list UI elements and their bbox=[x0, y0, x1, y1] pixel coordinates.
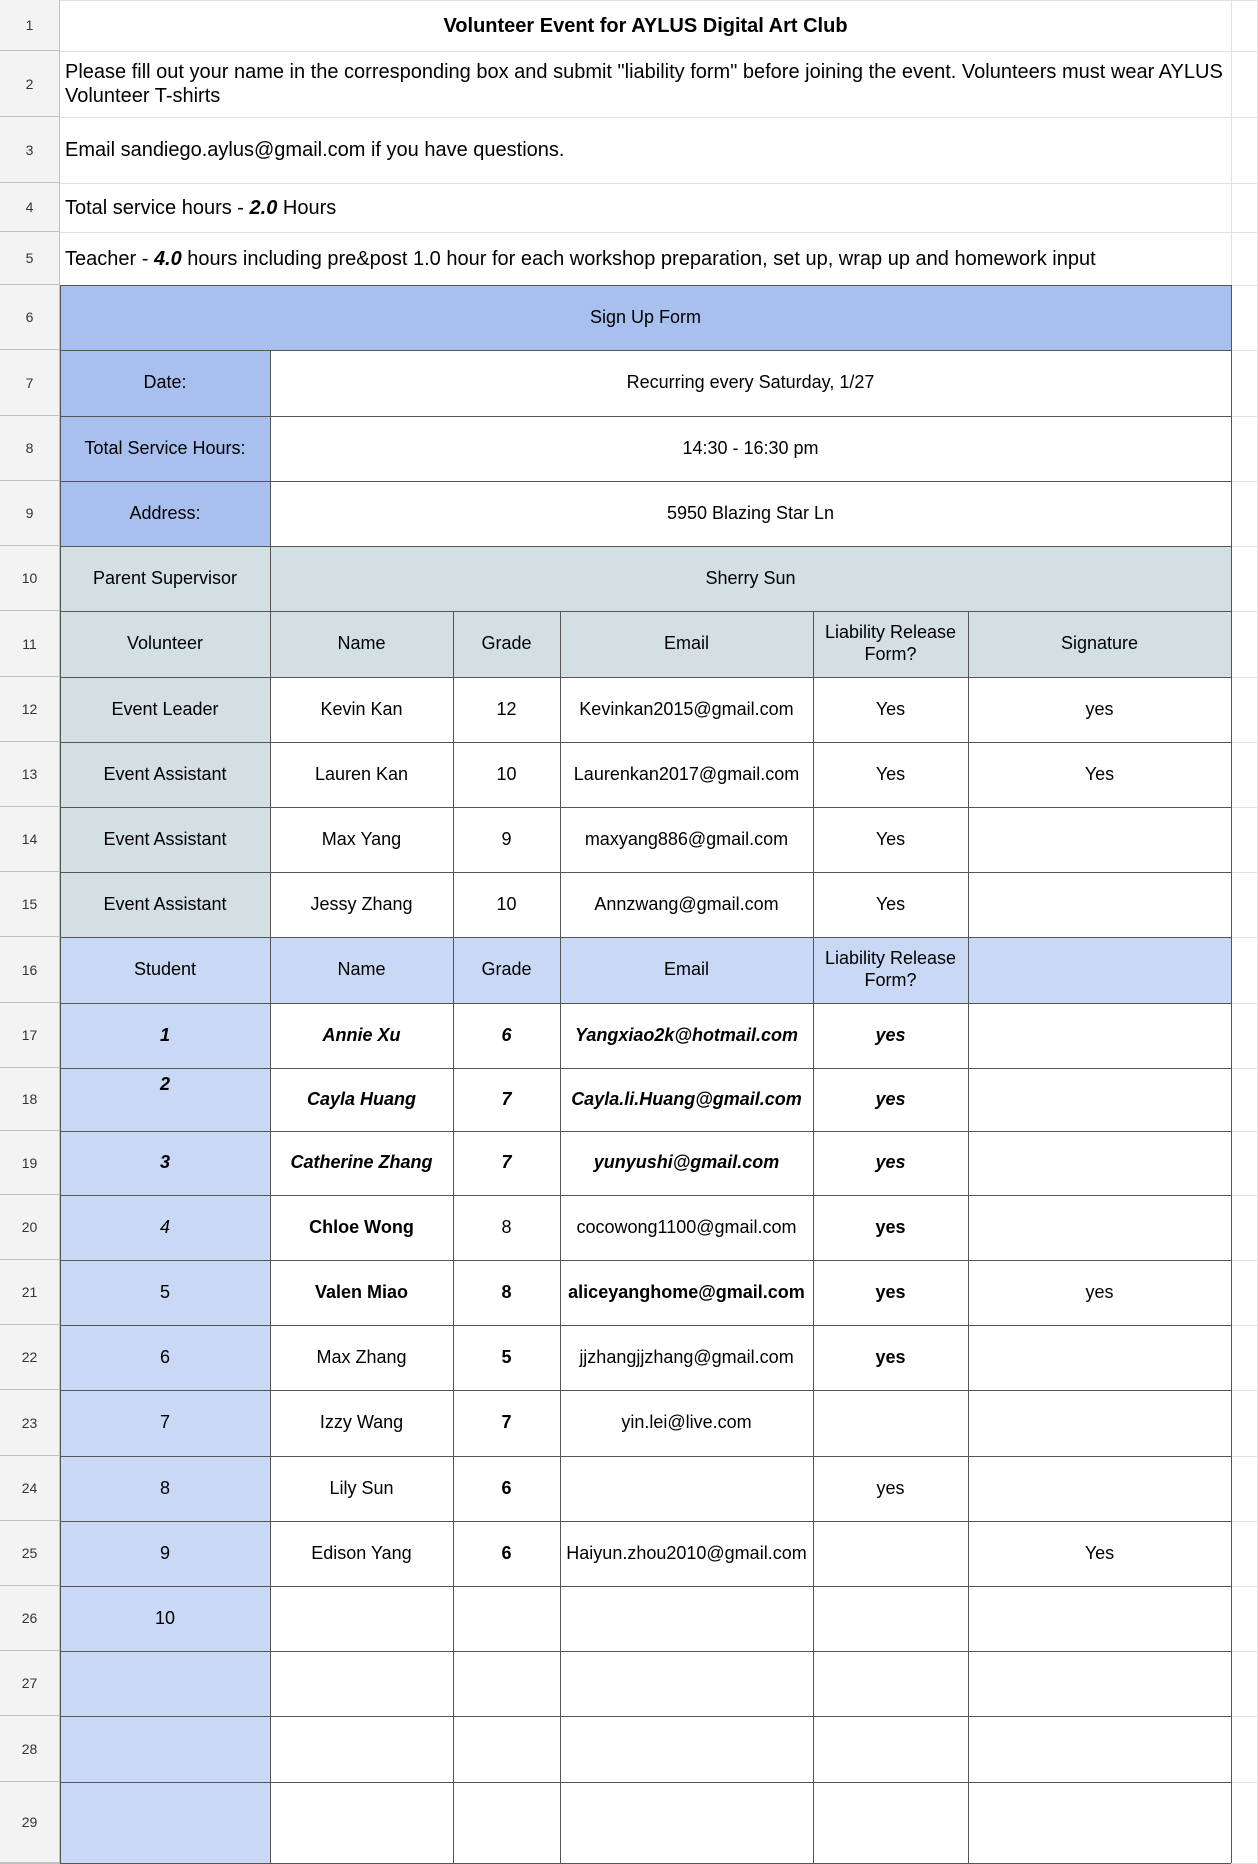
student-name[interactable] bbox=[270, 1586, 453, 1651]
student-no[interactable]: 8 bbox=[60, 1456, 270, 1521]
student-grade[interactable]: 8 bbox=[501, 1281, 512, 1302]
student-no[interactable]: 3 bbox=[60, 1131, 270, 1195]
row-header[interactable]: 6 bbox=[0, 285, 60, 350]
student-grade[interactable]: 7 bbox=[501, 1152, 512, 1173]
table-border bbox=[60, 546, 1231, 547]
row-header[interactable]: 29 bbox=[0, 1782, 60, 1863]
student-liability[interactable] bbox=[813, 1586, 968, 1651]
table-border bbox=[60, 350, 1231, 351]
table-border bbox=[60, 677, 1231, 678]
table-border bbox=[60, 1651, 1231, 1652]
table-border bbox=[453, 611, 454, 1863]
volunteer-grade[interactable]: 10 bbox=[496, 893, 517, 914]
signature-col-header[interactable]: Signature bbox=[968, 611, 1231, 677]
address-label[interactable]: Address: bbox=[60, 481, 270, 546]
liability-col-header[interactable]: Liability Release Form? bbox=[813, 937, 968, 1003]
row-header[interactable]: 23 bbox=[0, 1390, 60, 1456]
table-border bbox=[60, 1390, 1231, 1391]
table-border bbox=[60, 937, 1231, 938]
sheet-title[interactable]: Volunteer Event for AYLUS Digital Art Club bbox=[443, 14, 848, 37]
student-email[interactable]: cocowong1100@gmail.com bbox=[576, 1216, 797, 1237]
volunteer-name[interactable]: Lauren Kan bbox=[314, 763, 409, 784]
student-signature[interactable] bbox=[968, 1131, 1231, 1195]
student-signature[interactable] bbox=[968, 1003, 1231, 1068]
student-email[interactable] bbox=[560, 1651, 813, 1716]
student-grade[interactable]: 7 bbox=[501, 1412, 512, 1433]
table-border bbox=[60, 1521, 1231, 1522]
student-grade[interactable] bbox=[453, 1651, 560, 1716]
row-header[interactable]: 9 bbox=[0, 481, 60, 546]
volunteer-name[interactable]: Kevin Kan bbox=[320, 698, 403, 719]
student-email[interactable] bbox=[560, 1782, 813, 1863]
student-liability[interactable] bbox=[813, 1651, 968, 1716]
table-border bbox=[560, 611, 561, 1863]
volunteer-role[interactable]: Event Assistant bbox=[60, 872, 270, 937]
volunteer-signature[interactable]: yes bbox=[1085, 698, 1114, 719]
volunteer-name[interactable]: Jessy Zhang bbox=[310, 893, 413, 914]
hours-prefix: Total service hours - bbox=[65, 196, 250, 219]
row-header[interactable]: 7 bbox=[0, 350, 60, 416]
student-no[interactable]: 9 bbox=[60, 1521, 270, 1586]
teacher-suffix: hours including pre&post 1.0 hour for each workshop preparation, set up, wrap up and homework input bbox=[181, 247, 1096, 270]
row-header[interactable]: 27 bbox=[0, 1651, 60, 1716]
student-liability[interactable] bbox=[813, 1716, 968, 1782]
volunteer-signature[interactable] bbox=[968, 872, 1231, 937]
row-header[interactable]: 12 bbox=[0, 677, 60, 742]
student-email[interactable]: aliceyanghome@gmail.com bbox=[568, 1281, 805, 1302]
student-email[interactable]: jjzhangjjzhang@gmail.com bbox=[579, 1346, 794, 1367]
table-border bbox=[60, 742, 1231, 743]
volunteer-liability[interactable]: Yes bbox=[875, 828, 906, 849]
table-border bbox=[60, 1003, 1231, 1004]
teacher-hours-text[interactable] bbox=[60, 232, 1231, 285]
row-header[interactable]: 20 bbox=[0, 1195, 60, 1260]
table-border bbox=[60, 611, 1231, 612]
volunteer-email[interactable]: maxyang886@gmail.com bbox=[584, 828, 789, 849]
volunteer-grade[interactable]: 10 bbox=[496, 763, 517, 784]
email-col-header[interactable]: Email bbox=[560, 937, 813, 1003]
table-border bbox=[60, 1716, 1231, 1717]
address-value[interactable]: 5950 Blazing Star Ln bbox=[666, 502, 835, 523]
student-liability[interactable] bbox=[813, 1782, 968, 1863]
parent-supervisor-value[interactable]: Sherry Sun bbox=[270, 546, 1231, 611]
teacher-hours-text-text bbox=[65, 247, 1096, 271]
total-hours-text[interactable] bbox=[60, 183, 1231, 232]
student-name[interactable] bbox=[270, 1651, 453, 1716]
table-border bbox=[60, 416, 1231, 417]
total-hours-text-text bbox=[65, 196, 336, 220]
volunteer-email[interactable]: Annzwang@gmail.com bbox=[594, 893, 779, 914]
hours-suffix: Hours bbox=[277, 196, 337, 219]
student-email[interactable]: yunyushi@gmail.com bbox=[593, 1152, 780, 1173]
student-grade[interactable] bbox=[453, 1782, 560, 1863]
grade-col-header[interactable]: Grade bbox=[453, 937, 560, 1003]
hours-value: 2.0 bbox=[249, 196, 278, 219]
blank-col-header[interactable] bbox=[968, 937, 1231, 1003]
student-grade[interactable]: 6 bbox=[501, 1542, 512, 1563]
student-name[interactable]: Lily Sun bbox=[329, 1477, 394, 1498]
volunteer-grade[interactable]: 9 bbox=[501, 828, 512, 849]
row-header[interactable]: 21 bbox=[0, 1260, 60, 1325]
volunteer-email[interactable]: Laurenkan2017@gmail.com bbox=[573, 763, 800, 784]
student-signature[interactable] bbox=[968, 1456, 1231, 1521]
student-liability[interactable]: yes bbox=[875, 1024, 906, 1045]
student-grade[interactable]: 5 bbox=[501, 1346, 512, 1367]
student-no[interactable] bbox=[60, 1716, 270, 1782]
student-signature[interactable] bbox=[968, 1651, 1231, 1716]
student-no[interactable]: 10 bbox=[60, 1586, 270, 1651]
table-border bbox=[60, 1068, 1231, 1069]
student-name[interactable]: Chloe Wong bbox=[309, 1216, 414, 1237]
volunteer-role[interactable]: Event Assistant bbox=[60, 742, 270, 807]
table-border bbox=[60, 807, 1231, 808]
table-border bbox=[1231, 285, 1232, 1863]
student-no[interactable]: 7 bbox=[60, 1390, 270, 1456]
student-grade[interactable]: 6 bbox=[501, 1024, 512, 1045]
student-name[interactable]: Catherine Zhang bbox=[290, 1152, 433, 1173]
student-email[interactable]: Haiyun.zhou2010@gmail.com bbox=[566, 1542, 807, 1563]
table-border bbox=[60, 1586, 1231, 1587]
row-header[interactable]: 18 bbox=[0, 1068, 60, 1131]
volunteer-grade[interactable]: 12 bbox=[496, 698, 517, 719]
row-header[interactable]: 8 bbox=[0, 416, 60, 481]
table-border bbox=[60, 1325, 1231, 1326]
volunteer-liability[interactable]: Yes bbox=[875, 698, 906, 719]
row-header[interactable]: 10 bbox=[0, 546, 60, 611]
signup-form-header[interactable]: Sign Up Form bbox=[60, 285, 1231, 350]
student-name[interactable]: Izzy Wang bbox=[319, 1412, 404, 1433]
parent-supervisor-label[interactable]: Parent Supervisor bbox=[60, 546, 270, 611]
volunteer-role[interactable]: Event Assistant bbox=[60, 807, 270, 872]
table-border bbox=[60, 1456, 1231, 1457]
student-email[interactable]: yin.lei@live.com bbox=[621, 1412, 752, 1433]
student-liability[interactable] bbox=[813, 1521, 968, 1586]
volunteer-signature[interactable]: Yes bbox=[1084, 763, 1115, 784]
student-signature[interactable] bbox=[968, 1195, 1231, 1260]
row-header[interactable]: 15 bbox=[0, 872, 60, 937]
table-border bbox=[60, 872, 1231, 873]
student-email[interactable]: Cayla.li.Huang@gmail.com bbox=[571, 1088, 802, 1109]
table-border bbox=[968, 611, 969, 1863]
student-no[interactable]: 6 bbox=[60, 1325, 270, 1390]
student-name[interactable] bbox=[270, 1782, 453, 1863]
volunteer-liability[interactable]: Yes bbox=[875, 763, 906, 784]
table-border bbox=[60, 285, 61, 1863]
volunteer-name[interactable]: Max Yang bbox=[321, 828, 402, 849]
student-signature[interactable] bbox=[968, 1586, 1231, 1651]
row-header[interactable]: 25 bbox=[0, 1521, 60, 1586]
student-no[interactable]: 2 bbox=[60, 1068, 270, 1131]
student-liability[interactable]: yes bbox=[875, 1216, 906, 1237]
row-header[interactable]: 14 bbox=[0, 807, 60, 872]
student-liability[interactable]: yes bbox=[875, 1152, 906, 1173]
student-no[interactable]: 1 bbox=[60, 1003, 270, 1068]
student-no[interactable] bbox=[60, 1651, 270, 1716]
row-header[interactable]: 11 bbox=[0, 611, 60, 677]
student-liability[interactable]: yes bbox=[875, 1281, 906, 1302]
student-grade[interactable]: 6 bbox=[501, 1477, 512, 1498]
student-signature[interactable] bbox=[968, 1716, 1231, 1782]
table-border bbox=[60, 1195, 1231, 1196]
volunteer-signature[interactable] bbox=[968, 807, 1231, 872]
student-liability[interactable] bbox=[813, 1390, 968, 1456]
student-signature[interactable] bbox=[968, 1390, 1231, 1456]
student-name[interactable]: Cayla Huang bbox=[306, 1088, 417, 1109]
instructions-text[interactable]: Please fill out your name in the corresponding box and submit "liability form" before joining the event. Volunteers must wear AYLUS Volunteer T-shirts bbox=[65, 61, 1223, 107]
row-header[interactable]: 19 bbox=[0, 1131, 60, 1195]
student-email[interactable]: Yangxiao2k@hotmail.com bbox=[575, 1024, 798, 1045]
student-email[interactable] bbox=[560, 1716, 813, 1782]
student-grade[interactable] bbox=[453, 1586, 560, 1651]
student-signature[interactable]: Yes bbox=[1084, 1542, 1115, 1563]
student-name[interactable]: Valen Miao bbox=[314, 1281, 409, 1302]
row-header[interactable]: 4 bbox=[0, 183, 60, 232]
student-signature[interactable] bbox=[968, 1068, 1231, 1131]
volunteer-role[interactable]: Event Leader bbox=[60, 677, 270, 742]
table-border bbox=[60, 285, 1231, 286]
student-name[interactable]: Max Zhang bbox=[316, 1346, 407, 1367]
student-name[interactable] bbox=[270, 1716, 453, 1782]
service-hours-label[interactable]: Total Service Hours: bbox=[60, 416, 270, 481]
volunteer-email[interactable]: Kevinkan2015@gmail.com bbox=[579, 698, 794, 719]
contact-email-text[interactable]: Email sandiego.aylus@gmail.com if you have questions. bbox=[65, 139, 565, 161]
student-name[interactable]: Annie Xu bbox=[322, 1024, 401, 1045]
student-email[interactable] bbox=[560, 1586, 813, 1651]
row-header[interactable]: 22 bbox=[0, 1325, 60, 1390]
table-border bbox=[813, 611, 814, 1863]
name-col-header[interactable]: Name bbox=[270, 937, 453, 1003]
student-signature[interactable]: yes bbox=[1085, 1281, 1114, 1302]
table-border bbox=[270, 350, 271, 1863]
table-border bbox=[60, 481, 1231, 482]
date-value[interactable]: Recurring every Saturday, 1/27 bbox=[626, 372, 875, 393]
service-hours-value[interactable]: 14:30 - 16:30 pm bbox=[682, 437, 819, 458]
student-col-header[interactable]: Student bbox=[60, 937, 270, 1003]
student-grade[interactable]: 7 bbox=[501, 1088, 512, 1109]
student-liability[interactable]: yes bbox=[875, 1088, 906, 1109]
row-header[interactable]: 1 bbox=[0, 0, 60, 51]
row-header[interactable]: 24 bbox=[0, 1456, 60, 1521]
student-grade[interactable] bbox=[453, 1716, 560, 1782]
teacher-value: 4.0 bbox=[153, 247, 182, 270]
liability-col-header[interactable]: Liability Release Form? bbox=[813, 611, 968, 677]
row-header[interactable]: 2 bbox=[0, 51, 60, 117]
student-liability[interactable]: yes bbox=[875, 1346, 906, 1367]
row-header[interactable]: 3 bbox=[0, 117, 60, 183]
row-header[interactable]: 13 bbox=[0, 742, 60, 807]
student-email[interactable] bbox=[560, 1456, 813, 1521]
row-header[interactable]: 16 bbox=[0, 937, 60, 1003]
student-name[interactable]: Edison Yang bbox=[311, 1542, 412, 1563]
row-header[interactable]: 28 bbox=[0, 1716, 60, 1782]
grade-col-header[interactable]: Grade bbox=[453, 611, 560, 677]
row-header[interactable]: 5 bbox=[0, 232, 60, 285]
row-header[interactable]: 26 bbox=[0, 1586, 60, 1651]
student-no[interactable]: 4 bbox=[60, 1195, 270, 1260]
date-label[interactable]: Date: bbox=[60, 350, 270, 416]
student-no[interactable]: 5 bbox=[60, 1260, 270, 1325]
student-grade[interactable]: 8 bbox=[501, 1216, 512, 1237]
volunteer-col-header[interactable]: Volunteer bbox=[60, 611, 270, 677]
student-liability[interactable]: yes bbox=[876, 1477, 905, 1498]
row-header[interactable]: 17 bbox=[0, 1003, 60, 1068]
email-col-header[interactable]: Email bbox=[560, 611, 813, 677]
student-signature[interactable] bbox=[968, 1782, 1231, 1863]
table-border bbox=[60, 1131, 1231, 1132]
teacher-prefix: Teacher - bbox=[65, 247, 154, 270]
student-signature[interactable] bbox=[968, 1325, 1231, 1390]
table-border bbox=[60, 1260, 1231, 1261]
table-border bbox=[60, 1782, 1231, 1783]
student-no[interactable] bbox=[60, 1782, 270, 1863]
volunteer-liability[interactable]: Yes bbox=[875, 893, 906, 914]
name-col-header[interactable]: Name bbox=[270, 611, 453, 677]
